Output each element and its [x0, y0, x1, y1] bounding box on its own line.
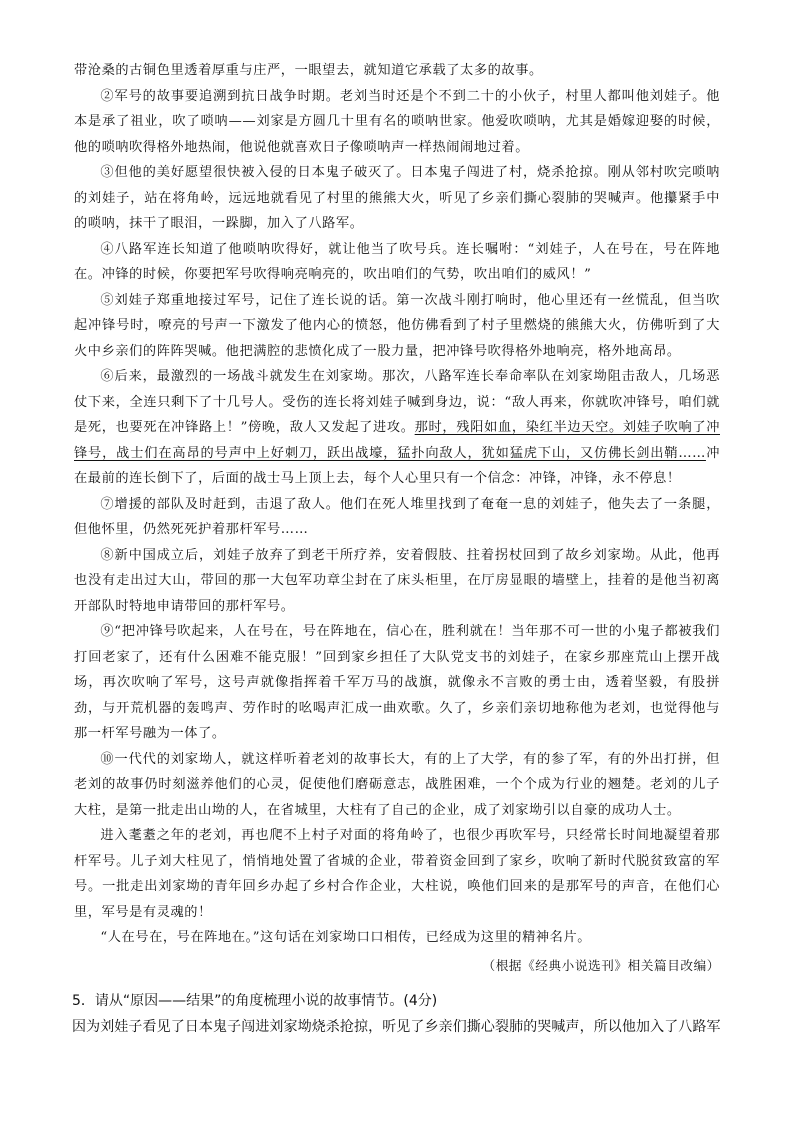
question-prompt: 5．请从“原因——结果”的角度梳理小说的故事情节。(4分)	[72, 993, 438, 1009]
paragraph-10: ⑩一代代的刘家坳人，就这样听着老刘的故事长大，有的上了大学，有的参了军，有的外出打拼，但老刘的故事仍时刻滋养他们的心灵，促使他们磨砺意志，战胜困难，一个个成为行业的翘楚。老刘的儿子大柱，是第一批走出山坳的人，在省城里，大柱有了自己的企业，成了刘家坳引以自豪的成功人士。	[74, 751, 720, 818]
reading-passage	[74, 58, 720, 978]
paragraph-11: 进入耄耋之年的老刘，再也爬不上村子对面的将角岭了，也很少再吹军号，只经常长时间地凝望着那杆军号。儿子刘大柱见了，悄悄地处置了省城的企业，带着资金回到了家乡，吹响了新时代脱贫致富的军号。一批走出刘家坳的青年回乡办起了乡村合作企业，大柱说，唤他们回来的是那军号的声音，在他们心里，军号是有灵魂的！	[74, 828, 720, 920]
paragraph-5: ⑤刘娃子郑重地接过军号，记住了连长说的话。第一次战斗刚打响时，他心里还有一丝慌乱，但当吹起冲锋号时，嘹亮的号声一下激发了他内心的愤怒，他仿佛看到了村子里燃烧的熊熊大火，仿佛听到了大火中乡亲们的阵阵哭喊。他把满腔的悲愤化成了一股力量，把冲锋号吹得格外地响亮，格外地高昂。	[74, 292, 720, 359]
paragraph-12: “人在号在，号在阵地在。”这句话在刘家坳口口相传，已经成为这里的精神名片。	[100, 930, 592, 945]
paragraph-9: ⑨“把冲锋号吹起来，人在号在，号在阵地在，信心在，胜利就在！当年那不可一世的小鬼子都被我们打回老家了，还有什么困难不能克服！”回到家乡担任了大队党支书的刘娃子，在家乡那座荒山上摆开战场，再次吹响了军号，这号声就像指挥着千军万马的战旗，就像永不言败的勇士由，透着坚毅，有股拼劲，与开荒机器的轰鸣声、劳作时的吆喝声汇成一曲欢歌。久了，乡亲们亲切地称他为老刘，也觉得他与那一杆军号融为一体了。	[74, 624, 720, 741]
paragraph-7: ⑦增援的部队及时赶到，击退了敌人。他们在死人堆里找到了奄奄一息的刘娃子，他失去了一条腿，但他怀里，仍然死死护着那杆军号……	[74, 496, 720, 537]
answer-text: 因为刘娃子看见了日本鬼子闯进刘家坳烧杀抢掠，听见了乡亲们撕心裂肺的哭喊声，所以他加入了八路军	[72, 1019, 721, 1035]
paragraph-6-start: ⑥后来，最激烈的一场战斗就发生在刘家坳。那次，八路军连长奉命率队在刘家坳阻击敌人，几场恶仗下来，全连只剩下了十几号人。受伤的连长将刘娃子喊到身边，说：“敌人再来，你就吹冲锋号，咱们就是死，也要死在冲锋路上！”傍晚，敌人又发起了进攻。	[74, 369, 720, 435]
paragraph-1-tail: 带沧桑的古铜色里透着厚重与庄严，一眼望去，就知道它承载了太多的故事。	[74, 63, 543, 78]
paragraph-6-end: 冲在最前的连长倒下了，后面的战士马上顶上去，每个人心里只有一个信念：冲锋，冲锋，永不停息！	[74, 445, 720, 486]
underlined-sentence: 那时，残阳如血，染红半边天空。刘娃子吹响了冲锋号，战士们在高昂的号声中上好刺刀，跃出战壕，猛扑向敌人，犹如猛虎下山，又仿佛长剑出鞘……	[74, 420, 720, 461]
paragraph-2: ②军号的故事要追溯到抗日战争时期。老刘当时还是个不到二十的小伙子，村里人都叫他刘娃子。他本是承了祖业，吹了唢呐——刘家是方圆几十里有名的唢呐世家。他爱吹唢呐，尤其是婚嫁迎娶的时候，他的唢呐吹得格外地热闹，他说他就喜欢日子像唢呐声一样热闹闹地过着。	[74, 88, 720, 155]
paragraph-6	[74, 364, 720, 492]
question-5	[72, 988, 722, 1040]
paragraph-3: ③但他的美好愿望很快被入侵的日本鬼子破灭了。日本鬼子闯进了村，烧杀抢掠。刚从邻村吹完唢呐的刘娃子，站在将角岭，远远地就看见了村里的熊熊大火，听见了乡亲们撕心裂肺的哭喊声。他攥紧手中的唢呐，抹干了眼泪，一跺脚，加入了八路军。	[74, 165, 720, 231]
source-note: （根据《经典小说选刊》相关篇目改编）	[482, 957, 720, 973]
paragraph-8: ⑧新中国成立后，刘娃子放弃了到老干所疗养，安着假肢、拄着拐杖回到了故乡刘家坳。从此，他再也没有走出过大山，带回的那一大包军功章尘封在了床头柜里，在厅房显眼的墙壁上，挂着的是他当初离开部队时特地申请带回的那杆军号。	[74, 547, 720, 614]
paragraph-4: ④八路军连长知道了他唢呐吹得好，就让他当了吹号兵。连长嘱咐：“刘娃子，人在号在，号在阵地在。冲锋的时候，你要把军号吹得响亮响亮的，吹出咱们的气势，吹出咱们的威风！”	[74, 241, 720, 282]
